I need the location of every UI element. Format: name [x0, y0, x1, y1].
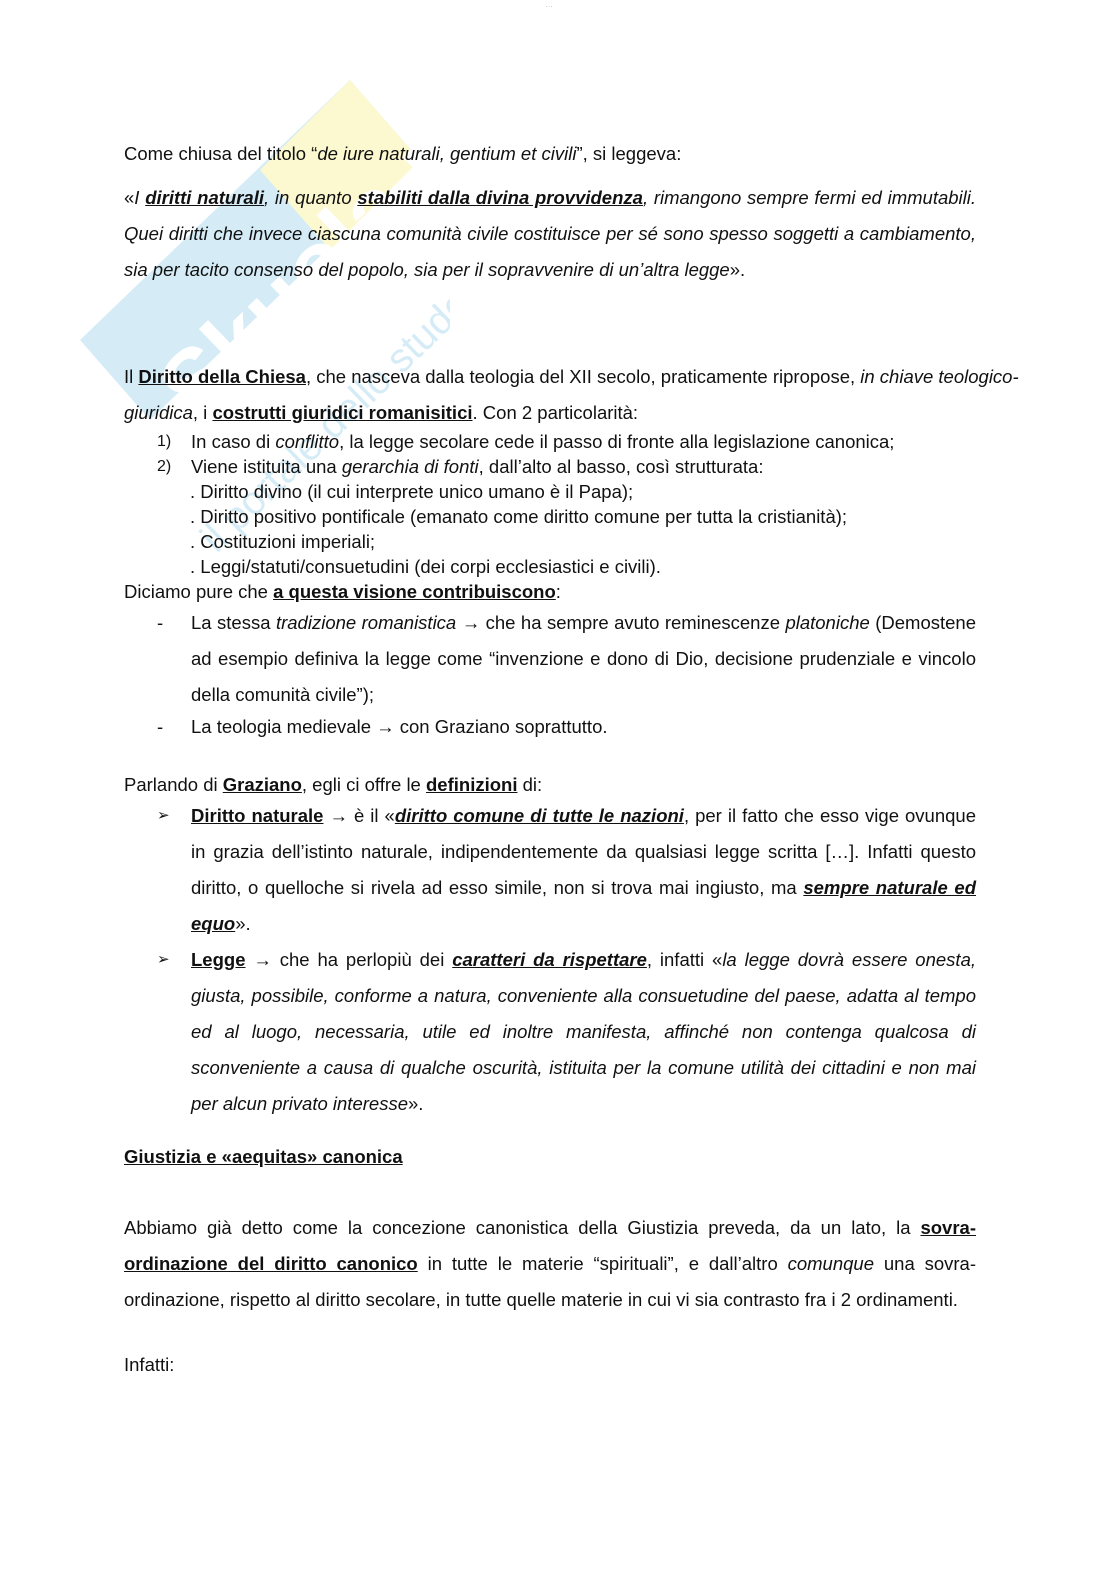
emphasis: caratteri da rispettare: [452, 949, 647, 970]
text: (Demostene ad esempio definiva la legge come “invenzione e dono di Dio, decisione prudenziale e vincolo della comunità civile”);: [191, 612, 977, 705]
quote-open: «: [124, 187, 135, 208]
italic-quote: la legge dovrà essere onesta, giusta, possibile, conforme a natura, conveniente alla consuetudine del paese, adatta al tempo ed al luogo, necessaria, utile ed inoltre manifesta, affinché non contenga qualcosa di sconveniente a causa di qualche oscurità, istituita per la comune utilità dei cittadini e non mai per alcun privato interesse: [191, 949, 976, 1114]
arrow-bullet-icon: ➢: [157, 807, 170, 824]
intro-paragraph: [124, 142, 976, 166]
emphasis: sempre naturale ed equo: [191, 877, 976, 934]
text: di:: [517, 774, 543, 795]
term-costrutti-giuridici: costrutti giuridici romanisitici: [212, 402, 473, 423]
quote-text: , rimangono sempre fermi ed immutabili. Quei diritti che invece ciascuna comunità civile costituisce per sé sono spesso soggetti a cambiamento, sia per tacito consenso del popolo, sia per il sopravvenire di un’altra legge: [124, 187, 977, 280]
dash-item-1: [157, 605, 976, 713]
italic-term: conflitto: [275, 431, 340, 452]
text: Parlando di: [124, 774, 223, 795]
dash-marker: -: [157, 612, 164, 633]
hierarchy-item: . Diritto positivo pontificale (emanato come diritto comune per tutta la cristianità);: [190, 506, 848, 527]
text: Abbiamo già detto come la concezione canonistica della Giustizia preveda, da un lato, la: [124, 1217, 921, 1238]
text: , i: [192, 402, 213, 423]
text: Viene istituita una: [191, 456, 342, 477]
page-header-mark: …: [545, 0, 553, 9]
text: Diciamo pure che: [124, 581, 274, 602]
term-diritto-della-chiesa: Diritto della Chiesa: [138, 366, 306, 387]
quote-text: I: [134, 187, 146, 208]
text: ».: [235, 913, 251, 934]
dash-list: [157, 605, 976, 739]
term-definizioni: definizioni: [426, 774, 518, 795]
text: una sovra-ordinazione, rispetto al diritto secolare, in tutte quelle materie in cui vi sia contrasto fra i 2 ordinamenti.: [124, 1253, 977, 1310]
emphasis: diritto comune di tutte le nazioni: [394, 805, 684, 826]
justice-paragraph: [124, 1210, 976, 1318]
quote-emphasis-diritti-naturali: diritti naturali: [145, 187, 264, 208]
italic-term: gerarchia di fonti: [341, 456, 479, 477]
quote-emphasis-provvidenza: stabiliti dalla divina provvidenza: [357, 187, 643, 208]
term-graziano: Graziano: [222, 774, 302, 795]
dash-item-2: [157, 715, 976, 739]
graziano-paragraph: [124, 773, 976, 797]
item-number: 1): [157, 433, 172, 450]
text: , dall’alto al basso, così strutturata:: [478, 456, 764, 477]
term-legge: Legge: [191, 949, 246, 970]
term-sovra-ordinazione: sovra-ordinazione del diritto canonico: [124, 1217, 976, 1274]
arrow-item-diritto-naturale: [157, 798, 976, 942]
church-law-paragraph: [124, 359, 1036, 431]
italic-phrase: in chiave teologico-giuridica: [124, 366, 1019, 423]
term-diritto-naturale: Diritto naturale: [191, 805, 324, 826]
text: , per il fatto che esso vige ovunque in grazia dell’istinto naturale, indipendentemente da qualsiasi legge scritta […]. Infatti questo diritto, o quelloche si rivela ad esso simile, non si trova mai ingiusto, ma: [191, 805, 976, 898]
term-visione: a questa visione contribuiscono: [273, 581, 556, 602]
text: , che nasceva dalla teologia del XII secolo, praticamente ripropose,: [305, 366, 861, 387]
text: :: [555, 581, 561, 602]
quote-text: , in quanto: [264, 187, 358, 208]
text: La stessa: [191, 612, 276, 633]
numbered-list: [157, 429, 1017, 579]
text: ».: [407, 1093, 424, 1114]
text: → è il «: [323, 805, 395, 826]
italic-term: comunque: [787, 1253, 875, 1274]
natural-rights-quote: [124, 180, 976, 288]
item-number: 2): [157, 458, 172, 475]
text: → che ha sempre avuto reminescenze: [456, 612, 786, 633]
infatti-line: Infatti:: [124, 1354, 175, 1375]
italic-term: platoniche: [785, 612, 870, 633]
text: In caso di: [191, 431, 276, 452]
arrow-bullet-icon: ➢: [157, 951, 170, 968]
text: La teologia medievale → con Graziano soprattutto.: [191, 716, 608, 737]
text: , la legge secolare cede il passo di fronte alla legislazione canonica;: [339, 431, 895, 452]
watermark-brand-text: Skuola.net: [139, 41, 450, 439]
text: → che ha perlopiù dei: [245, 949, 453, 970]
arrow-list: [157, 798, 976, 1122]
text: Il: [124, 366, 139, 387]
intro-text: Come chiusa del titolo “: [124, 143, 318, 164]
dash-marker: -: [157, 716, 164, 737]
hierarchy-item: . Diritto divino (il cui interprete unico umano è il Papa);: [190, 481, 634, 502]
hierarchy-item: . Leggi/statuti/consuetudini (dei corpi ecclesiastici e civili).: [190, 556, 661, 577]
hierarchy-list: [157, 479, 1017, 579]
italic-term: tradizione romanistica: [275, 612, 457, 633]
contributors-paragraph: [124, 580, 976, 604]
text: . Con 2 particolarità:: [472, 402, 639, 423]
text: , egli ci offre le: [301, 774, 426, 795]
numbered-item-1: [157, 429, 1017, 454]
text: in tutte le materie “spirituali”, e dall’altro: [417, 1253, 788, 1274]
numbered-item-2: [157, 454, 1017, 479]
arrow-item-legge: [157, 942, 976, 1122]
section-heading: Giustizia e «aequitas» canonica: [124, 1146, 403, 1167]
hierarchy-item: . Costituzioni imperiali;: [190, 531, 376, 552]
text: , infatti «: [646, 949, 723, 970]
quote-close: ».: [729, 259, 746, 280]
intro-text-end: ”, si leggeva:: [576, 143, 682, 164]
intro-title-em: de iure naturali, gentium et civili: [317, 143, 577, 164]
watermark-tagline-text: il portale dello studente: [192, 243, 450, 560]
